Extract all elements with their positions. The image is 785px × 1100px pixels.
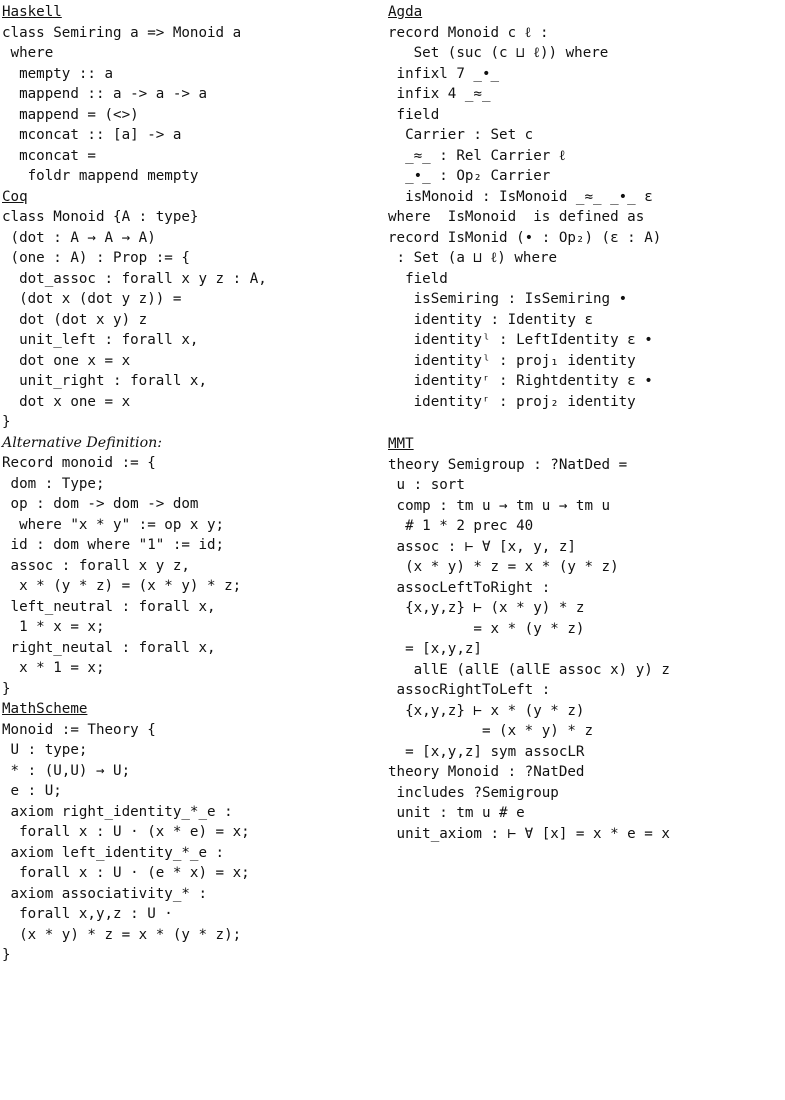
- code-line: = [x,y,z] sym assocLR: [388, 743, 585, 760]
- code-line: }: [2, 414, 11, 430]
- code-line: id : dom where "1" := id;: [2, 537, 225, 553]
- code-line: right_neutal : forall x,: [2, 639, 216, 656]
- code-line: _•_ : Op₂ Carrier: [388, 168, 551, 184]
- code-line: = x * (y * z): [388, 620, 585, 637]
- code-line: left_neutral : forall x,: [2, 598, 216, 615]
- code-line: U : type;: [2, 742, 88, 758]
- code-line: {x,y,z} ⊢ (x * y) * z: [388, 600, 585, 616]
- code-line: {x,y,z} ⊢ x * (y * z): [388, 702, 585, 719]
- code-line: forall x : U · (x * e) = x;: [2, 824, 250, 840]
- code-line: (x * y) * z = x * (y * z): [388, 559, 619, 575]
- code-line: Monoid := Theory {: [2, 721, 156, 738]
- code-line: identityˡ : proj₁ identity: [388, 352, 636, 369]
- code-line: mempty :: a: [2, 65, 114, 82]
- code-line: mconcat :: [a] -> a: [2, 127, 182, 143]
- code-line: dot_assoc : forall x y z : A,: [2, 270, 267, 287]
- code-line: identityʳ : Rightdentity ε •: [388, 373, 653, 389]
- code-line: unit_left : forall x,: [2, 332, 199, 348]
- code-line: Carrier : Set c: [388, 127, 534, 143]
- code-line: isMonoid : IsMonoid _≈_ _•_ ε: [388, 188, 653, 205]
- code-line: mappend = (<>): [2, 106, 139, 123]
- code-line: class Monoid {A : type}: [2, 209, 199, 225]
- code-line: dom : Type;: [2, 475, 105, 492]
- code-line: : Set (a ⊔ ℓ) where: [388, 250, 558, 266]
- coq-title: Coq: [2, 188, 28, 205]
- code-line: identity : Identity ε: [388, 311, 593, 328]
- coq-alt-code: [2, 453, 382, 699]
- code-line: record Monoid c ℓ :: [388, 24, 549, 41]
- code-line: axiom associativity_* :: [2, 885, 207, 902]
- code-line: }: [2, 947, 11, 963]
- code-line: assoc : forall x y z,: [2, 557, 190, 574]
- code-line: = (x * y) * z: [388, 723, 593, 739]
- agda-code: [388, 23, 783, 413]
- code-line: comp : tm u → tm u → tm u: [388, 497, 611, 514]
- code-line: theory Semigroup : ?NatDed =: [388, 456, 628, 473]
- code-line: 1 * x = x;: [2, 619, 105, 635]
- code-line: (x * y) * z = x * (y * z);: [2, 926, 242, 943]
- code-line: = [x,y,z]: [388, 641, 482, 657]
- code-line: infixl 7 _•_: [388, 65, 500, 82]
- code-line: (dot x (dot y z)) =: [2, 291, 182, 307]
- mathscheme-section: [2, 699, 382, 966]
- code-line: infix 4 _≈_: [388, 86, 491, 102]
- code-line: where "x * y" := op x y;: [2, 516, 225, 533]
- code-line: forall x,y,z : U ·: [2, 906, 173, 922]
- code-line: dot (dot x y) z: [2, 311, 148, 328]
- left-column: [2, 2, 382, 966]
- code-line: mappend :: a -> a -> a: [2, 86, 207, 102]
- code-line: assocLeftToRight :: [388, 579, 551, 596]
- code-line: unit_axiom : ⊢ ∀ [x] = x * e = x: [388, 825, 670, 842]
- code-line: where: [2, 45, 54, 61]
- coq-alt-label: Alternative Definition:: [2, 434, 163, 451]
- code-line: (dot : A → A → A): [2, 229, 156, 246]
- code-line: * : (U,U) → U;: [2, 762, 131, 779]
- code-line: theory Monoid : ?NatDed: [388, 764, 585, 780]
- code-line: identityˡ : LeftIdentity ε •: [388, 332, 653, 348]
- section-gap: [388, 412, 783, 434]
- mmt-section: [388, 434, 783, 844]
- code-line: record IsMonid (• : Op₂) (ε : A): [388, 229, 662, 246]
- code-line: dot one x = x: [2, 352, 131, 369]
- code-line: unit_right : forall x,: [2, 373, 207, 389]
- code-line: # 1 * 2 prec 40: [388, 518, 534, 534]
- code-line: class Semiring a => Monoid a: [2, 24, 242, 41]
- agda-title: Agda: [388, 4, 423, 20]
- code-line: field: [388, 270, 448, 287]
- code-line: dot x one = x: [2, 393, 131, 410]
- code-line: u : sort: [388, 477, 465, 493]
- code-line: axiom left_identity_*_e :: [2, 844, 225, 861]
- code-line: e : U;: [2, 783, 62, 799]
- coq-code: [2, 207, 382, 433]
- code-line: x * (y * z) = (x * y) * z;: [2, 578, 242, 594]
- code-line: axiom right_identity_*_e :: [2, 803, 233, 820]
- code-line: (one : A) : Prop := {: [2, 250, 190, 266]
- code-line: _≈_ : Rel Carrier ℓ: [388, 147, 566, 164]
- code-line: identityʳ : proj₂ identity: [388, 393, 636, 410]
- code-line: unit : tm u # e: [388, 805, 525, 821]
- haskell-title: Haskell: [2, 4, 62, 20]
- code-line: op : dom -> dom -> dom: [2, 496, 199, 512]
- code-line: assoc : ⊢ ∀ [x, y, z]: [388, 538, 576, 555]
- code-line: field: [388, 106, 440, 123]
- agda-section: [388, 2, 783, 412]
- code-line: includes ?Semigroup: [388, 784, 559, 801]
- haskell-section: [2, 2, 382, 187]
- code-line: Record monoid := {: [2, 455, 156, 471]
- code-line: forall x : U · (e * x) = x;: [2, 865, 250, 881]
- mathscheme-code: [2, 720, 382, 966]
- code-line: x * 1 = x;: [2, 660, 105, 676]
- code-line: isSemiring : IsSemiring •: [388, 291, 628, 307]
- code-line: allE (allE (allE assoc x) y) z: [388, 661, 670, 678]
- coq-section: [2, 187, 382, 700]
- mathscheme-title: MathScheme: [2, 701, 88, 717]
- right-column: [388, 2, 783, 844]
- code-line: mconcat =: [2, 147, 96, 164]
- haskell-code: [2, 23, 382, 187]
- code-line: }: [2, 680, 11, 697]
- code-line: where IsMonoid is defined as: [388, 209, 645, 225]
- mmt-title: MMT: [388, 436, 414, 452]
- mmt-code: [388, 455, 783, 845]
- code-line: Set (suc (c ⊔ ℓ)) where: [388, 45, 609, 61]
- code-line: assocRightToLeft :: [388, 682, 551, 698]
- code-line: foldr mappend mempty: [2, 168, 199, 184]
